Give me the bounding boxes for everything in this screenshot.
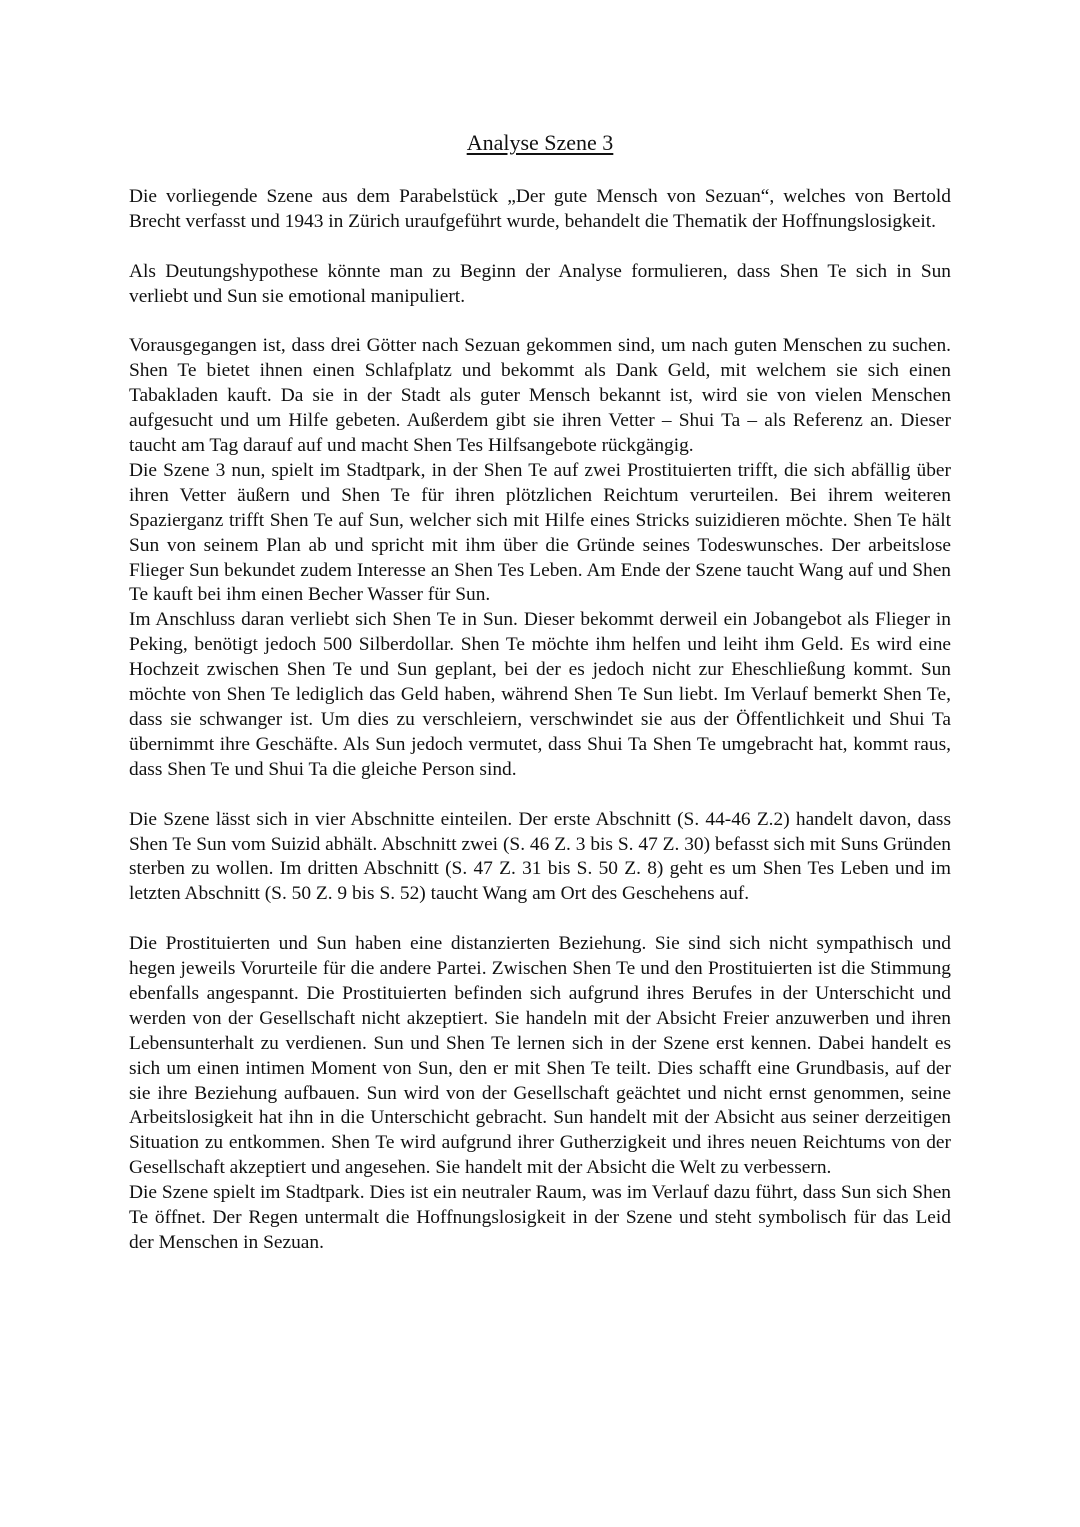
- paragraph-characters: Die Prostituierten und Sun haben eine distanzierten Beziehung. Sie sind sich nicht sympathisch und hegen jeweils Vorurteile für die andere Partei. Zwischen Shen Te und den Prostituierten ist die Stimmung ebenfalls angespannt. Die Prostituierten befinden sich aufgrund ihres Berufes in der Unterschicht und werden von der Gesellschaft nicht akzeptiert. Sie handeln mit der Absicht Freier anzuwerben und ihren Lebensunterhalt zu verdienen. Sun und Shen Te lernen sich in der Szene erst kennen. Dabei handelt es sich um einen intimen Moment von Sun, den er mit Shen Te teilt. Dies schafft eine Grundbasis, auf der sie ihre Beziehung aufbauen. Sun wird von der Gesellschaft geächtet und nicht ernst genommen, seine Arbeitslosigkeit hat ihn in die Unterschicht gebracht. Sun handelt mit der Absicht aus seiner derzeitigen Situation zu entkommen. Shen Te wird aufgrund ihrer Gutherzigkeit und ihres neuen Reichtums von der Gesellschaft akzeptiert und angesehen. Sie handelt mit der Absicht die Welt zu verbessern.: [129, 933, 951, 1179]
- paragraph-scene-summary: Die Szene 3 nun, spielt im Stadtpark, in der Shen Te auf zwei Prostituierten trifft, die sich abfällig über ihren Vetter äußern und Shen Te für ihren plötzlichen Reichtum verurteilen. Bei ihrem weiteren Spazierganz trifft Shen Te auf Sun, welcher sich mit Hilfe eines Stricks suizidieren möchte. Shen Te hält Sun von seinem Plan ab und spricht mit ihm über die Gründe seines Todeswunsches. Der arbeitslose Flieger Sun bekundet zudem Interesse an Shen Tes Leben. Am Ende der Szene taucht Wang auf und Shen Te kauft bei ihm einen Becher Wasser für Sun.: [129, 459, 951, 606]
- document-page: [129, 128, 951, 1256]
- paragraph-setting: Die Szene spielt im Stadtpark. Dies ist ein neutraler Raum, was im Verlauf dazu führt, dass Sun sich Shen Te öffnet. Der Regen untermalt die Hoffnungslosigkeit in der Szene und steht symbolisch für das Leid der Menschen in Sezuan.: [129, 1182, 951, 1253]
- paragraph-sections: Die Szene lässt sich in vier Abschnitte einteilen. Der erste Abschnitt (S. 44-46 Z.2) handelt davon, dass Shen Te Sun vom Suizid abhält. Abschnitt zwei (S. 46 Z. 3 bis S. 47 Z. 30) befasst sich mit Suns Gründen sterben zu wollen. Im dritten Abschnitt (S. 47 Z. 31 bis S. 50 Z. 8) geht es um Shen Tes Leben und im letzten Abschnitt (S. 50 Z. 9 bis S. 52) taucht Wang am Ort des Geschehens auf.: [129, 808, 951, 905]
- paragraph-continuation: Im Anschluss daran verliebt sich Shen Te in Sun. Dieser bekommt derweil ein Jobangebot als Flieger in Peking, benötigt jedoch 500 Silberdollar. Shen Te möchte ihm helfen und leiht ihm Geld. Es wird eine Hochzeit zwischen Shen Te und Sun geplant, bei der es jedoch nicht zur Eheschließung kommt. Sun möchte von Shen Te lediglich das Geld haben, während Shen Te Sun liebt. Im Verlauf bemerkt Shen Te, dass sie schwanger ist. Um dies zu verschleiern, verschwindet sie aus der Öffentlichkeit und Shui Ta übernimmt ihre Geschäfte. Als Sun jedoch vermutet, dass Shui Ta Shen Te umgebracht hat, kommt raus, dass Shen Te und Shui Ta die gleiche Person sind.: [129, 609, 951, 780]
- paragraph-intro: Die vorliegende Szene aus dem Parabelstück „Der gute Mensch von Sezuan“, welches von Bertold Brecht verfasst und 1943 in Zürich uraufgeführt wurde, behandelt die Thematik der Hoffnungslosigkeit.: [129, 186, 951, 232]
- paragraph-backstory: Vorausgegangen ist, dass drei Götter nach Sezuan gekommen sind, um nach guten Menschen zu suchen. Shen Te bietet ihnen einen Schlafplatz und bekommt als Dank Geld, mit welchem sie sich einen Tabakladen kauft. Da sie in der Stadt als guter Mensch bekannt ist, wird sie von vielen Menschen aufgesucht und um Hilfe gebeten. Außerdem gibt sie ihren Vetter – Shui Ta – als Referenz an. Dieser taucht am Tag darauf auf und macht Shen Tes Hilfsangebote rückgängig.: [129, 335, 951, 457]
- page-title: Analyse Szene 3: [466, 130, 614, 155]
- paragraph-hypothesis: Als Deutungshypothese könnte man zu Beginn der Analyse formulieren, dass Shen Te sich in Sun verliebt und Sun sie emotional manipuliert.: [129, 260, 951, 307]
